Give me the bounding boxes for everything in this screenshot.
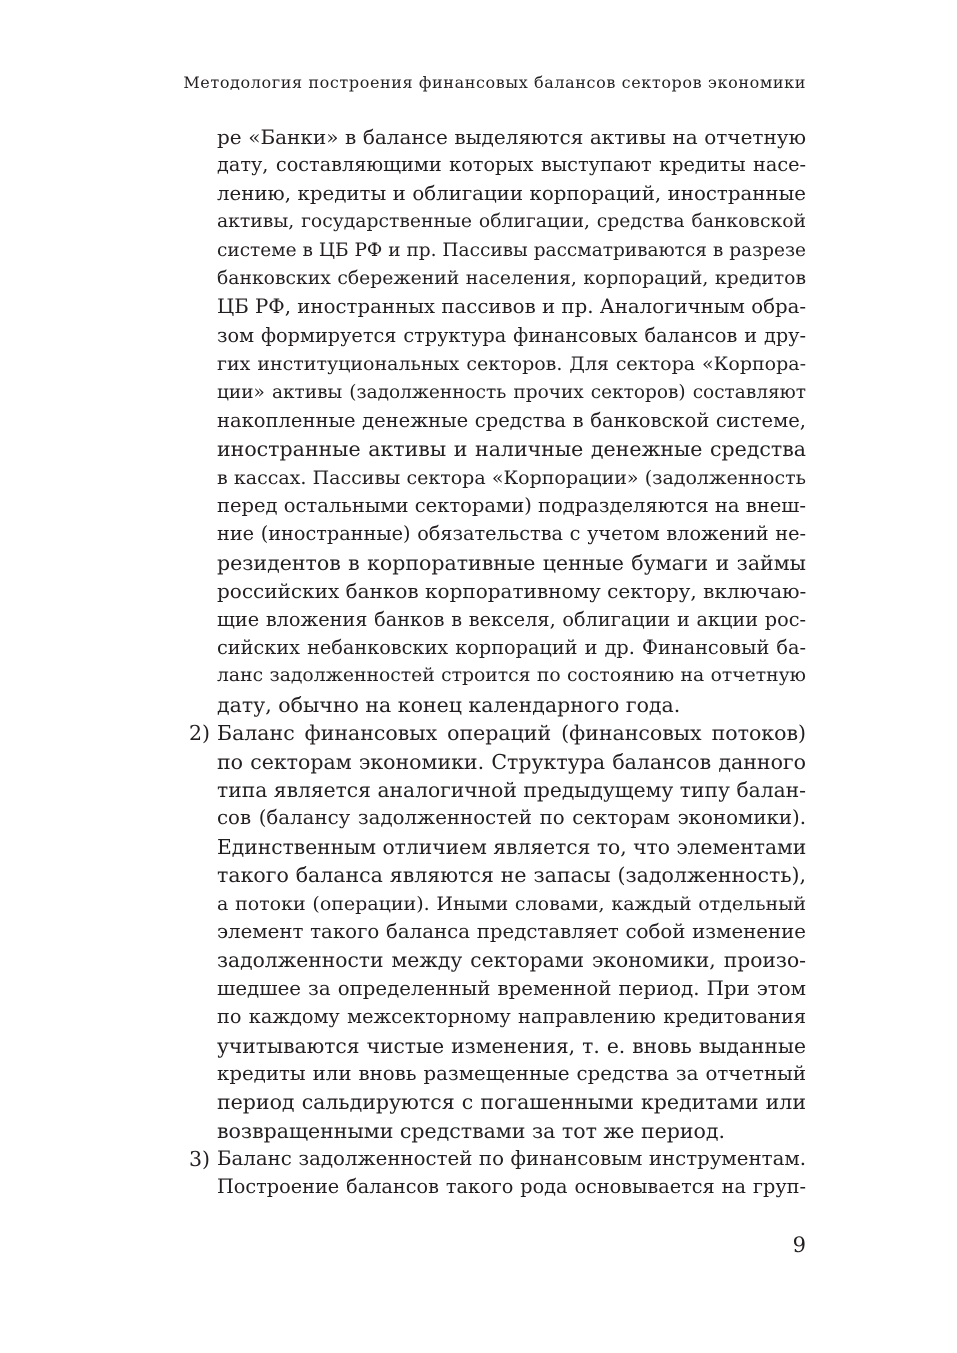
list-item-3 — [189, 1145, 806, 1202]
text-line: типа является аналогичной предыдущему типу балан- — [217, 777, 806, 802]
running-header: Методология построения финансовых балансов секторов экономики — [183, 73, 806, 92]
text-line: учитываются чистые изменения, т. е. вновь выданные — [217, 1033, 806, 1058]
text-line: элемент такого баланса представляет собой изменение — [217, 919, 806, 943]
text-line: такого баланса являются не запасы (задолженность), — [217, 863, 806, 888]
text-line: по секторам экономики. Структура балансов данного — [217, 749, 806, 774]
text-line: сов (балансу задолженностей по секторам экономики). — [217, 806, 806, 830]
text-line: ланс задолженностей строится по состоянию на отчетную — [217, 665, 806, 687]
text-line: перед остальными секторами) подразделяются на внеш- — [217, 494, 806, 518]
text-line: сийских небанковских корпораций и др. Финансовый ба- — [217, 636, 806, 660]
text-line: зом формируется структура финансовых балансов и дру- — [217, 323, 806, 347]
text-line: а потоки (операции). Иными словами, каждый отдельный — [217, 892, 806, 915]
text-line: период сальдируются с погашенными кредитами или — [217, 1090, 806, 1115]
text-line: российских банков корпоративному сектору, включаю- — [217, 579, 807, 604]
text-line: ре «Банки» в балансе выделяются активы на отчетную — [217, 125, 806, 149]
main-text — [189, 123, 807, 1202]
list-item-2 — [189, 719, 807, 1145]
text-line: в кассах. Пассивы сектора «Корпорации» (задолженность — [217, 466, 806, 489]
text-line: шедшее за определенный временной период. При этом — [217, 976, 806, 1000]
text-line: ции» активы (задолженность прочих секторов) составляют — [217, 381, 806, 403]
text-line: активы, государственные облигации, средства банковской — [217, 211, 806, 233]
text-line: щие вложения банков в векселя, облигации и акции рос- — [217, 607, 806, 631]
text-line: Построение балансов такого рода основывается на груп- — [217, 1175, 806, 1199]
text-line: ние (иностранные) обязательства с учетом вложений не- — [217, 522, 806, 546]
text-line: банковских сбережений населения, корпораций, кредитов — [217, 267, 806, 289]
text-line: задолженности между секторами экономики, произо- — [217, 948, 806, 973]
text-line: системе в ЦБ РФ и пр. Пассивы рассматриваются в разрезе — [217, 239, 806, 261]
text-line: по каждому межсекторному направлению кредитования — [217, 1005, 806, 1029]
text-line: возвращенными средствами за тот же период. — [217, 1118, 726, 1143]
list-number: 2) — [189, 721, 211, 746]
page-number: 9 — [792, 1233, 806, 1257]
text-line: ЦБ РФ, иностранных пассивов и пр. Аналогичным обра- — [217, 295, 807, 319]
continuation-paragraph — [217, 123, 806, 719]
text-line: кредиты или вновь размещенные средства за отчетный — [217, 1061, 806, 1085]
text-line: дату, обычно на конец календарного года. — [217, 692, 681, 717]
text-line: Единственным отличием является то, что элементами — [217, 834, 807, 859]
text-line: Баланс задолженностей по финансовым инструментам. — [217, 1147, 806, 1171]
text-line: лению, кредиты и облигации корпораций, иностранные — [217, 181, 806, 205]
text-line: Баланс финансовых операций (финансовых потоков) — [217, 721, 806, 746]
list-number: 3) — [189, 1147, 211, 1172]
text-line: иностранные активы и наличные денежные средства — [217, 437, 806, 462]
text-line: резидентов в корпоративные ценные бумаги и займы — [217, 550, 806, 575]
text-line: накопленные денежные средства в банковской системе, — [217, 408, 806, 432]
text-line: дату, составляющими которых выступают кредиты насе- — [217, 153, 806, 177]
text-line: гих институциональных секторов. Для сектора «Корпора- — [217, 353, 806, 376]
